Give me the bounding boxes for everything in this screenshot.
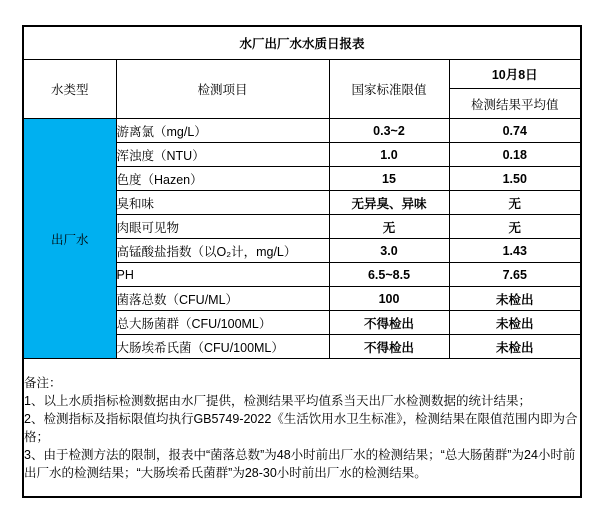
result-cell: 无 <box>449 191 581 215</box>
notes-label: 备注： <box>24 375 62 390</box>
limit-cell: 100 <box>329 287 449 311</box>
limit-cell: 15 <box>329 167 449 191</box>
item-cell: 大肠埃希氏菌（CFU/100ML） <box>116 335 329 359</box>
limit-cell: 6.5~8.5 <box>329 263 449 287</box>
result-cell: 1.50 <box>449 167 581 191</box>
item-cell: 菌落总数（CFU/ML） <box>116 287 329 311</box>
header-date: 10月8日 <box>449 60 581 89</box>
result-cell: 未检出 <box>449 311 581 335</box>
header-water-type: 水类型 <box>23 60 116 119</box>
item-cell: 色度（Hazen） <box>116 167 329 191</box>
item-cell: 游离氯（mg/L） <box>116 119 329 143</box>
limit-cell: 无 <box>329 215 449 239</box>
table-row <box>23 119 581 143</box>
header-standard: 国家标准限值 <box>329 60 449 119</box>
report-title: 水厂出厂水水质日报表 <box>23 26 581 60</box>
item-cell: 臭和味 <box>116 191 329 215</box>
result-cell: 7.65 <box>449 263 581 287</box>
result-cell: 未检出 <box>449 335 581 359</box>
item-cell: 肉眼可见物 <box>116 215 329 239</box>
result-cell: 无 <box>449 215 581 239</box>
item-cell: 总大肠菌群（CFU/100ML） <box>116 311 329 335</box>
item-cell: 高锰酸盐指数（以O₂计，mg/L） <box>116 239 329 263</box>
limit-cell: 不得检出 <box>329 311 449 335</box>
notes-line-1: 1、以上水质指标检测数据由水厂提供，检测结果平均值系当天出厂水检测数据的统计结果； <box>24 393 531 408</box>
result-cell: 0.18 <box>449 143 581 167</box>
report-table <box>22 25 582 498</box>
notes-line-3: 3、由于检测方法的限制，报表中“菌落总数”为48小时前出厂水的检测结果；“总大肠菌群”为24小时前出厂水的检测结果；“大肠埃希氏菌群”为28-30小时前出厂水的检测结果。 <box>24 447 576 480</box>
limit-cell: 不得检出 <box>329 335 449 359</box>
title-row <box>23 26 581 60</box>
header-row-1 <box>23 60 581 89</box>
limit-cell: 0.3~2 <box>329 119 449 143</box>
result-cell: 0.74 <box>449 119 581 143</box>
limit-cell: 3.0 <box>329 239 449 263</box>
header-result-avg: 检测结果平均值 <box>449 89 581 119</box>
item-cell: 浑浊度（NTU） <box>116 143 329 167</box>
notes-row <box>23 359 581 498</box>
result-cell: 1.43 <box>449 239 581 263</box>
item-cell: PH <box>116 263 329 287</box>
water-type-cell: 出厂水 <box>23 119 116 359</box>
notes-line-2: 2、检测指标及指标限值均执行GB5749-2022《生活饮用水卫生标准》，检测结果在限值范围内即为合格； <box>24 411 578 444</box>
limit-cell: 无异臭、异味 <box>329 191 449 215</box>
limit-cell: 1.0 <box>329 143 449 167</box>
notes-cell <box>23 359 581 498</box>
result-cell: 未检出 <box>449 287 581 311</box>
header-item: 检测项目 <box>116 60 329 119</box>
